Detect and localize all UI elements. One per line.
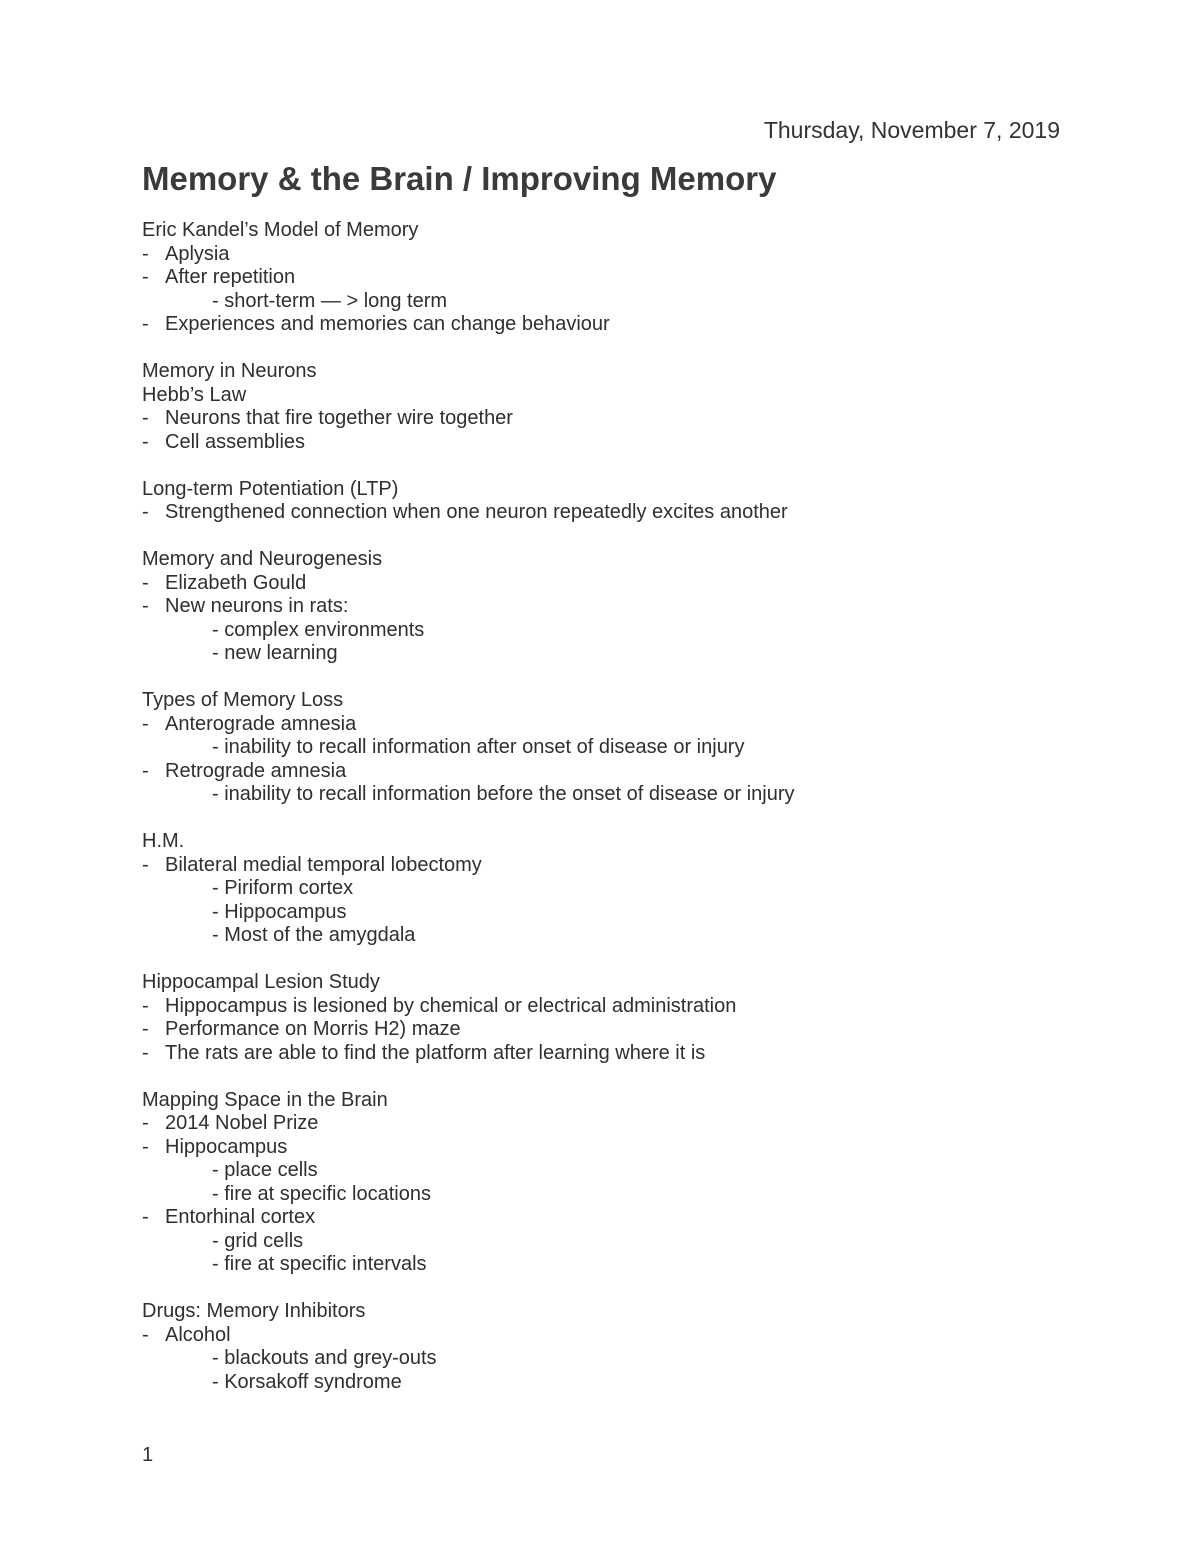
section-heading: Mapping Space in the Brain (142, 1088, 388, 1111)
bullet-dash: - (142, 595, 149, 617)
bullet-item (142, 995, 1102, 1019)
bullet-dash: - (142, 1135, 149, 1158)
bullet-dash: - (142, 1323, 149, 1346)
bullet-item (142, 1324, 1102, 1348)
section-heading: Types of Memory Loss (142, 689, 344, 711)
bullet-text: Entorhinal cortex (165, 1206, 316, 1228)
bullet-item (142, 1136, 1102, 1160)
bullet-dash: - (142, 242, 149, 265)
line-gap (142, 807, 1102, 831)
bullet-text: Cell assemblies (165, 430, 306, 453)
bullet-text: After repetition (165, 266, 296, 288)
bullet-dash: - (142, 1018, 149, 1040)
section-heading: Memory in Neurons (142, 360, 317, 382)
sub-item: - grid cells (212, 1229, 304, 1252)
bullet-dash: - (142, 853, 149, 876)
sub-item: - inability to recall information after onset of disease or injury (212, 736, 745, 758)
bullet-item (142, 854, 1102, 878)
section-heading: Memory and Neurogenesis (142, 548, 383, 570)
bullet-dash: - (142, 501, 149, 523)
bullet-text: Experiences and memories can change behaviour (165, 313, 610, 335)
section-heading: Drugs: Memory Inhibitors (142, 1300, 366, 1322)
section-heading: Eric Kandel’s Model of Memory (142, 219, 419, 241)
bullet-item (142, 407, 1102, 431)
section-heading: Hippocampal Lesion Study (142, 971, 380, 993)
bullet-item (142, 572, 1102, 596)
document-date: Thursday, November 7, 2019 (763, 117, 1060, 143)
bullet-dash: - (142, 266, 149, 288)
bullet-item (142, 760, 1102, 784)
line-gap (142, 1065, 1102, 1089)
bullet-text: Elizabeth Gould (165, 571, 307, 594)
bullet-dash: - (142, 313, 149, 335)
bullet-text: The rats are able to find the platform after learning where it is (165, 1041, 706, 1064)
bullet-item (142, 243, 1102, 267)
section-heading: H.M. (142, 830, 185, 852)
bullet-item (142, 266, 1102, 290)
bullet-item (142, 713, 1102, 737)
sub-item: - short-term — > long term (212, 289, 448, 312)
page-number: 1 (142, 1444, 154, 1466)
line-gap (142, 948, 1102, 972)
bullet-dash: - (142, 994, 149, 1017)
bullet-item (142, 1018, 1102, 1042)
line-gap (142, 337, 1102, 361)
bullet-dash: - (142, 1112, 149, 1134)
line-gap (142, 525, 1102, 549)
sub-item: - new learning (212, 642, 338, 664)
sub-item: - complex environments (212, 618, 425, 641)
bullet-text: 2014 Nobel Prize (165, 1112, 319, 1134)
bullet-dash: - (142, 759, 149, 782)
bullet-dash: - (142, 1206, 149, 1228)
sub-item: - blackouts and grey-outs (212, 1347, 437, 1369)
document-title: Memory & the Brain / Improving Memory (142, 160, 777, 197)
section-heading: Hebb’s Law (142, 383, 247, 406)
sub-item: - place cells (212, 1159, 318, 1181)
bullet-item (142, 313, 1102, 337)
bullet-dash: - (142, 1041, 149, 1064)
bullet-item (142, 501, 1102, 525)
sub-item: - Piriform cortex (212, 877, 354, 899)
line-gap (142, 454, 1102, 478)
bullet-text: Bilateral medial temporal lobectomy (165, 853, 482, 876)
bullet-dash: - (142, 430, 149, 453)
line-gap (142, 666, 1102, 690)
sub-item: - Korsakoff syndrome (212, 1370, 402, 1393)
section-heading: Long-term Potentiation (LTP) (142, 477, 399, 500)
bullet-item (142, 1042, 1102, 1066)
sub-item: - Hippocampus (212, 900, 347, 923)
sub-item: - fire at specific locations (212, 1182, 431, 1205)
bullet-dash: - (142, 571, 149, 594)
bullet-text: Hippocampus is lesioned by chemical or electrical administration (165, 994, 737, 1017)
bullet-text: Hippocampus (165, 1135, 288, 1158)
bullet-item (142, 431, 1102, 455)
bullet-dash: - (142, 407, 149, 429)
sub-item: - fire at specific intervals (212, 1253, 427, 1275)
sub-item: - Most of the amygdala (212, 924, 416, 946)
bullet-text: Aplysia (165, 242, 230, 265)
sub-item: - inability to recall information before the onset of disease or injury (212, 783, 795, 805)
bullet-text: Performance on Morris H2) maze (165, 1018, 461, 1040)
bullet-text: Anterograde amnesia (165, 712, 357, 735)
bullet-text: Retrograde amnesia (165, 759, 347, 782)
bullet-text: Alcohol (165, 1323, 231, 1346)
line-gap (142, 1277, 1102, 1301)
bullet-item (142, 595, 1102, 619)
notes-body (142, 219, 1102, 1394)
bullet-text: Strengthened connection when one neuron repeatedly excites another (165, 501, 788, 523)
bullet-item (142, 1206, 1102, 1230)
bullet-dash: - (142, 712, 149, 735)
bullet-text: Neurons that fire together wire together (165, 407, 513, 429)
bullet-text: New neurons in rats: (165, 595, 349, 617)
bullet-item (142, 1112, 1102, 1136)
